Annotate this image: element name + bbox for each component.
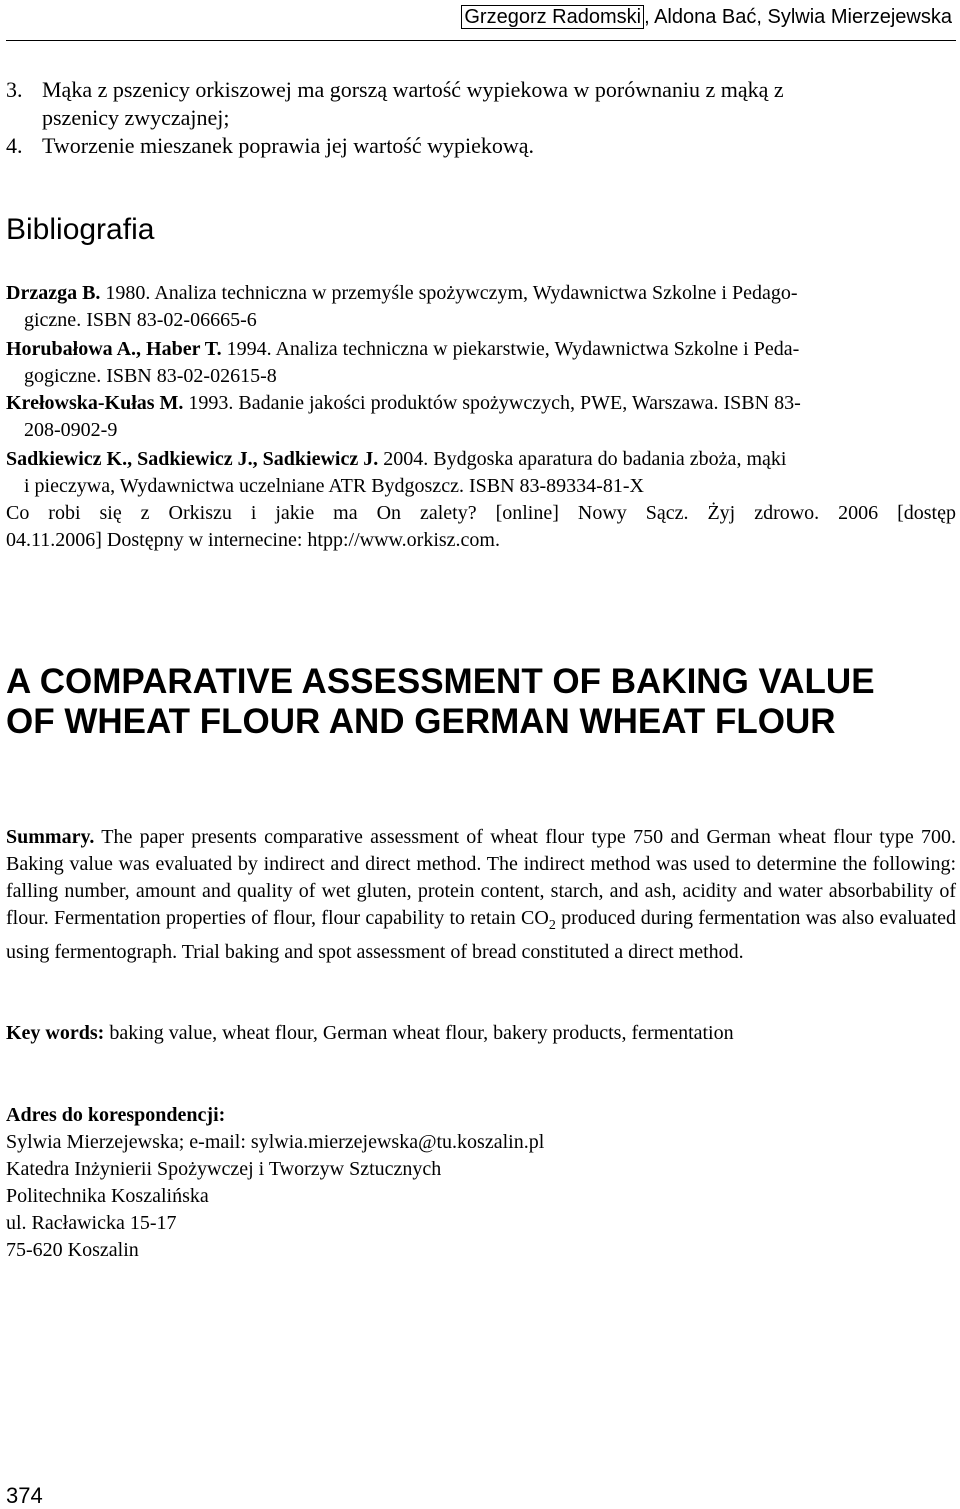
conclusion-item-3	[6, 76, 956, 132]
reference-item	[6, 390, 956, 444]
reference-text: 2004. Bydgoska aparatura do badania zboża, mąki	[378, 448, 787, 470]
reference-text-cont: gogiczne. ISBN 83-02-02615-8	[24, 365, 277, 387]
reference-text-cont: i pieczywa, Wydawnictwa uczelniane ATR Bydgoszcz. ISBN 83-89334-81-X	[24, 475, 644, 497]
conclusion-number: 4.	[6, 133, 23, 158]
reference-text-cont: 04.11.2006] Dostępny w internecine: htpp://www.orkisz.com.	[6, 529, 500, 551]
reference-author: Krełowska-Kułas M.	[6, 392, 184, 414]
bibliography-heading: Bibliografia	[6, 213, 155, 246]
co2-subscript: 2	[548, 918, 556, 933]
conclusion-text-cont: pszenicy zwyczajnej;	[42, 105, 230, 130]
reference-text-cont: giczne. ISBN 83-02-06665-6	[24, 309, 257, 331]
correspondence-heading: Adres do korespondencji:	[6, 1104, 226, 1126]
keywords-line	[6, 1020, 956, 1047]
keywords-text: baking value, wheat flour, German wheat flour, bakery products, fermentation	[104, 1022, 734, 1044]
reference-item	[6, 336, 956, 390]
conclusion-number: 3.	[6, 77, 23, 102]
english-title	[6, 662, 956, 742]
english-title-line: A COMPARATIVE ASSESSMENT OF BAKING VALUE	[6, 662, 875, 701]
header-rule	[6, 40, 956, 41]
reference-item-web	[6, 500, 956, 554]
reference-author: Horubałowa A., Haber T.	[6, 338, 222, 360]
correspondence-line: 75-620 Koszalin	[6, 1239, 139, 1261]
reference-text: 1993. Badanie jakości produktów spożywczych, PWE, Warszawa. ISBN 83-	[183, 392, 801, 414]
english-title-line: OF WHEAT FLOUR AND GERMAN WHEAT FLOUR	[6, 702, 836, 741]
conclusion-item-4	[6, 132, 956, 160]
summary-text-cont: produced during fermentation was also evaluated using fermentograph. Trial baking and spot assessment of bread constituted a direct method.	[6, 907, 956, 963]
keywords-label: Key words:	[6, 1022, 105, 1044]
reference-text: Co robi się z Orkiszu i jakie ma On zalety? [online] Nowy Sącz. Żyj zdrowo. 2006 [dostęp	[6, 502, 956, 524]
reference-text: 1994. Analiza techniczna w piekarstwie, Wydawnictwa Szkolne i Peda-	[221, 338, 800, 360]
correspondence-line: Politechnika Koszalińska	[6, 1185, 209, 1207]
header-authors-rest: , Aldona Bać, Sylwia Mierzejewska	[644, 6, 952, 28]
conclusion-text: Mąka z pszenicy orkiszowej ma gorszą wartość wypiekowa w porównaniu z mąką z	[42, 77, 784, 102]
reference-text-cont: 208-0902-9	[24, 419, 118, 441]
correspondence-block	[6, 1102, 956, 1264]
summary-text: The paper presents comparative assessment of wheat flour type 750 and German wheat flour type 700. Baking value was evaluated by indirect and direct method. The indirect method was used to determine the following: falling number, amount and quality of wet gluten, protein content, starch, and ash, acidity and water absorbability of flour. Fermentation properties of flour, flour capability to retain	[6, 826, 956, 929]
correspondence-line: Sylwia Mierzejewska; e-mail: sylwia.mierzejewska@tu.koszalin.pl	[6, 1131, 545, 1153]
running-header	[461, 4, 952, 30]
header-author-boxed: Grzegorz Radomski	[461, 5, 644, 29]
correspondence-line: ul. Racławicka 15-17	[6, 1212, 177, 1234]
reference-text: 1980. Analiza techniczna w przemyśle spożywczym, Wydawnictwa Szkolne i Pedago-	[100, 282, 798, 304]
co2-formula	[521, 907, 556, 933]
page-number: 374	[6, 1483, 43, 1508]
reference-author: Drzazga B.	[6, 282, 101, 304]
conclusion-text: Tworzenie mieszanek poprawia jej wartość wypiekową.	[42, 133, 535, 158]
reference-item	[6, 446, 956, 500]
correspondence-line: Katedra Inżynierii Spożywczej i Tworzyw Sztucznych	[6, 1158, 442, 1180]
summary-paragraph	[6, 824, 956, 966]
summary-label: Summary.	[6, 826, 95, 848]
reference-item	[6, 280, 956, 334]
reference-author: Sadkiewicz K., Sadkiewicz J., Sadkiewicz J.	[6, 448, 379, 470]
co2-base: CO	[521, 907, 549, 929]
